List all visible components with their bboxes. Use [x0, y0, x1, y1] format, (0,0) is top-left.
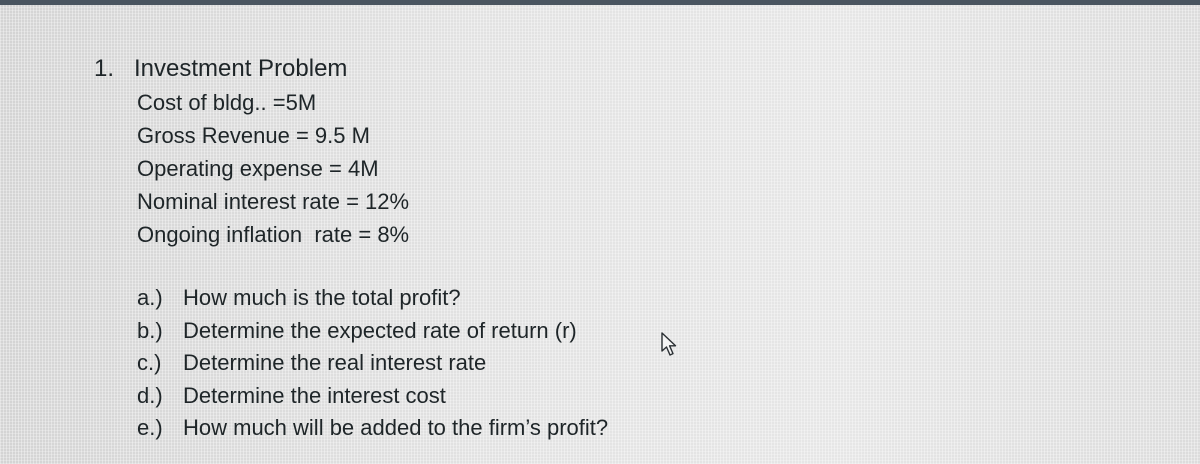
given-gross-revenue: Gross Revenue = 9.5 M: [137, 123, 370, 148]
given-inflation-rate: Ongoing inflation rate = 8%: [137, 222, 410, 247]
question-c: [137, 347, 608, 380]
question-letter: e.): [137, 415, 163, 440]
given-cost-of-building: Cost of bldg.. =5M: [137, 90, 317, 115]
question-e: [137, 412, 608, 445]
question-d: [137, 380, 608, 413]
given-values: [137, 87, 409, 252]
question-list: [137, 282, 608, 445]
question-letter: a.): [137, 285, 163, 310]
question-letter: c.): [137, 350, 162, 375]
question-text: How much is the total profit?: [183, 285, 461, 310]
given-nominal-interest-rate: Nominal interest rate = 12%: [137, 189, 410, 214]
question-text: Determine the expected rate of return (r): [183, 317, 577, 343]
question-text: How much will be added to the firm’s profit?: [183, 415, 609, 440]
question-text: Determine the real interest rate: [183, 350, 487, 375]
problem-heading: [94, 54, 347, 84]
problem-title: Investment Problem: [134, 55, 348, 82]
given-operating-expense: Operating expense = 4M: [137, 156, 379, 181]
question-b: [137, 315, 608, 348]
mouse-pointer-icon: [660, 332, 680, 358]
question-a: [137, 282, 608, 315]
question-text: Determine the interest cost: [183, 382, 446, 408]
question-letter: b.): [137, 317, 163, 343]
problem-number: 1.: [94, 55, 115, 82]
question-letter: d.): [137, 382, 163, 408]
